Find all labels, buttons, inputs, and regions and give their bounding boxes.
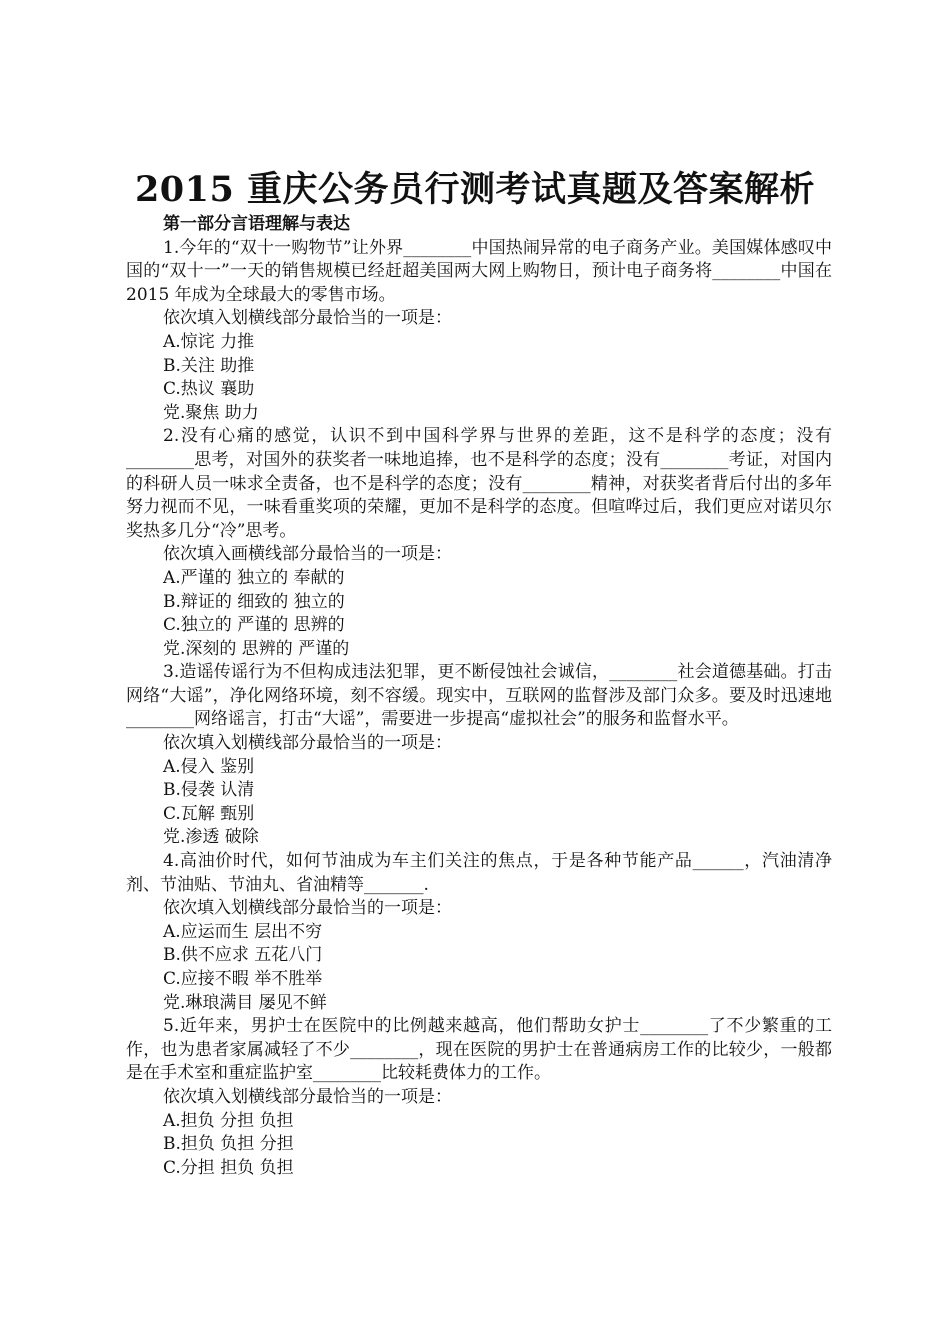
question-list xyxy=(126,237,832,1181)
question-stem: 3.造谣传谣行为不但构成违法犯罪，更不断侵蚀社会诚信，________社会道德基础。打击网络“大谣”，净化网络环境，刻不容缓。现实中，互联网的监督涉及部门众多。要及时迅速地________网络谣言，打击“大谣”，需要进一步提高“虚拟社会”的服务和监督水平。 xyxy=(126,662,832,730)
option-list xyxy=(126,921,832,1015)
answer-option: B.供不应求 五花八门 xyxy=(163,945,323,966)
answer-option: B.担负 负担 分担 xyxy=(163,1134,294,1155)
option-list xyxy=(126,567,832,661)
question-4 xyxy=(126,850,832,1015)
answer-option: B.辩证的 细致的 独立的 xyxy=(163,591,345,612)
question-prompt: 依次填入划横线部分最恰当的一项是： xyxy=(163,733,452,754)
answer-option: C.瓦解 甄别 xyxy=(163,803,255,824)
answer-option: B.侵袭 认清 xyxy=(163,780,255,801)
question-5 xyxy=(126,1015,832,1180)
question-prompt: 依次填入划横线部分最恰当的一项是： xyxy=(163,308,452,329)
option-list xyxy=(126,331,832,425)
answer-option: 党.渗透 破除 xyxy=(163,827,259,848)
section-heading: 第一部分言语理解与表达 xyxy=(163,214,350,234)
option-list xyxy=(126,1110,832,1181)
answer-option: A.严谨的 独立的 奉献的 xyxy=(163,567,345,588)
option-list xyxy=(126,756,832,850)
answer-option: C.应接不暇 举不胜举 xyxy=(163,969,323,989)
question-1 xyxy=(126,237,832,426)
question-prompt: 依次填入划横线部分最恰当的一项是： xyxy=(163,898,452,919)
question-3 xyxy=(126,661,832,850)
question-stem: 1.今年的“双十一购物节”让外界________中国热闹异常的电子商务产业。美国媒体感叹中国的“双十一”一天的销售规模已经赶超美国两大网上购物日，预计电子商务将________中国在 2015 年成为全球最大的零售市场。 xyxy=(126,237,832,305)
answer-option: C.热议 襄助 xyxy=(163,379,255,400)
answer-option: 党.聚焦 助力 xyxy=(163,402,259,423)
question-stem: 4.高油价时代，如何节油成为车主们关注的焦点，于是各种节能产品______，汽油清净剂、节油贴、节油丸、省油精等_______. xyxy=(126,851,832,895)
answer-option: C.独立的 严谨的 思辨的 xyxy=(163,615,345,636)
answer-option: A.侵入 鉴别 xyxy=(163,756,255,777)
answer-option: A.惊诧 力推 xyxy=(163,331,255,352)
document-body xyxy=(126,213,832,1180)
answer-option: A.担负 分担 负担 xyxy=(163,1110,294,1131)
answer-option: C.分担 担负 负担 xyxy=(163,1157,294,1178)
question-prompt: 依次填入划横线部分最恰当的一项是： xyxy=(163,1086,452,1107)
answer-option: 党.琳琅满目 屡见不鲜 xyxy=(163,992,327,1013)
answer-option: B.关注 助推 xyxy=(163,355,255,376)
question-2 xyxy=(126,425,832,661)
question-prompt: 依次填入画横线部分最恰当的一项是： xyxy=(163,544,452,565)
question-stem: 5.近年来，男护士在医院中的比例越来越高，他们帮助女护士________了不少繁重的工作，也为患者家属减轻了不少________，现在医院的男护士在普通病房工作的比较少，一般都是在手术室和重症监护室________比较耗费体力的工作。 xyxy=(126,1016,832,1084)
question-stem: 2.没有心痛的感觉，认识不到中国科学界与世界的差距，这不是科学的态度；没有________思考，对国外的获奖者一味地追捧，也不是科学的态度；没有________考证，对国内的科研人员一味求全责备，也不是科学的态度；没有________精神，对获奖者背后付出的多年努力视而不见，一味看重奖项的荣耀，更加不是科学的态度。但喧哗过后，我们更应对诺贝尔奖热多几分“冷”思考。 xyxy=(126,426,832,541)
answer-option: 党.深刻的 思辨的 严谨的 xyxy=(163,638,350,659)
document-title: 2015 重庆公务员行测考试真题及答案解析 xyxy=(134,169,816,210)
answer-option: A.应运而生 层出不穷 xyxy=(163,921,323,942)
